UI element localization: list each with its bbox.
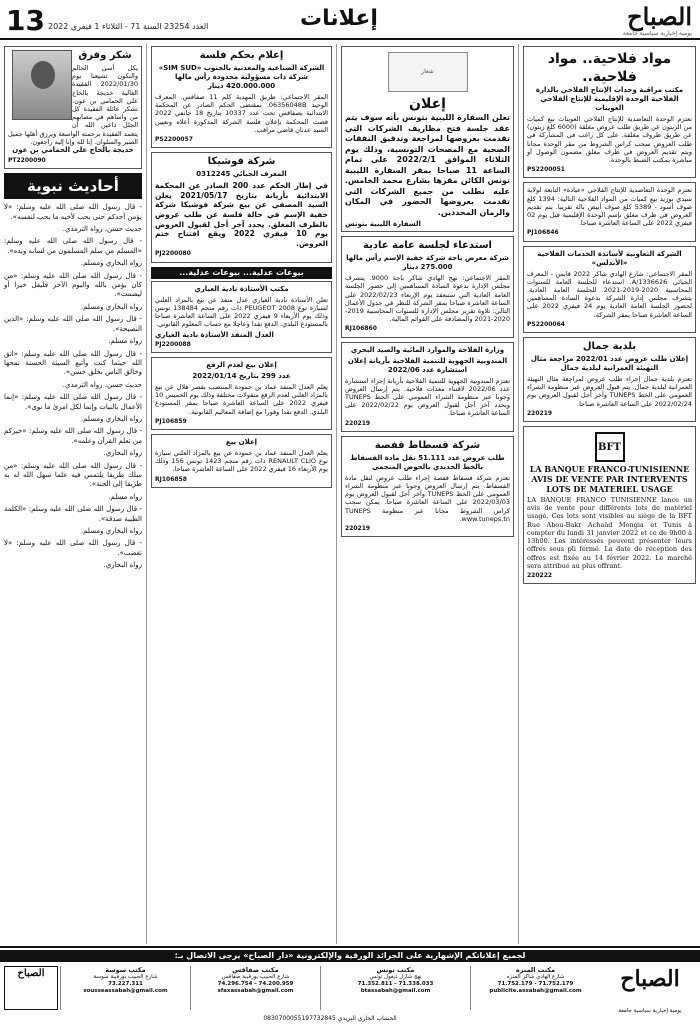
hadith-item: - قال رسول الله صلى الله عليه وسلم: «من سلك طريقا يلتمس فيه علما سهل الله له به طريقا إلى الجنة». <box>4 461 142 489</box>
ad-subtitle: مكتب مراقبة وحدات الإنتاج الفلاحي بالدارة الفلاحية الوحدة الإقليمية للإنتاج الفلاحي العوينات <box>535 86 684 112</box>
hadith-item: رواه البخاري. <box>103 561 142 570</box>
ad-agricultural-products <box>523 46 696 178</box>
page-header <box>0 0 700 40</box>
ad-reference: PJ2200080 <box>155 250 191 258</box>
ad-title: مكتب الأستاذة نادية العياري <box>194 284 289 293</box>
ad-agriculture-ministry <box>341 342 514 432</box>
ad-subtitle: المعرف الجبائي 0312245 <box>196 170 287 179</box>
condolence-notice <box>4 46 142 169</box>
office-email[interactable]: sfaxassabah@gmail.com <box>217 988 294 994</box>
office-menzah <box>470 966 600 1010</box>
ad-phosphate-gafsa <box>341 436 514 537</box>
office-sousse <box>60 966 190 1010</box>
ad-wool-sale <box>523 182 696 241</box>
ad-beja-exhibition <box>341 236 514 337</box>
footer-contact-strip: لجميع إعلاناتكم الإشهارية على الجرائد الورقية والإلكترونية «دار الصباح» يرجى الاتصال بـ: <box>0 950 700 962</box>
bank-logo: BFT <box>595 432 625 462</box>
ad-body: في إطار الحكم عدد 200 الصادر عن المحكمة الابتدائية بأريانة بتاريخ 2021/05/17 يعلن السيد المصفي عن بيع شركة فوشيكا شركة خفية الإسم في حالة فلسة عن طلب عروض بالظرف المغلق. يحدد آخر أجل لقبول العروض يوم 10 فيفري 2022 ويقع افتتاح ختم العروض. <box>155 181 328 248</box>
ad-subtitle: طلب عروض عدد 51.111 نقل مادة الفسفاط بالخط الحديدي بالحوض المنجمي <box>350 453 505 471</box>
section-title: إعلانات <box>300 6 378 31</box>
ad-body: تعلن الأستاذة نادية العياري عدل منفذ عن بيع بالمزاد العلني لسيارة نوع PEUGEOT 2008 ذات رقم منجم 138484 تونس وذلك يوم الأربعاء 9 فيفري 2022 على الساعة العاشرة صباحا بالمستودع البلدي. الدفع نقدا وعاجلا مع حساب المعلوم القانوني. <box>155 295 328 329</box>
condolence-body: يكل أسى الحالم والتكون تشيعنا يوم 2022/01/30 الفقيدة الغالية خديجة بالحاج علي الحمامي بن عون. تشكر عائلة الفقيدة كل من واساهم في مصابهم الجلل داعين الله أن يتغمد الفقيدة برحمته الواسعة ويرزق أهلها جميل الصبر والسلوان. إنا لله وإنا إليه راجعون. <box>8 64 138 146</box>
condolence-title: شكر وفرق <box>78 50 132 61</box>
column-1 <box>518 44 700 944</box>
hadith-item: رواه مسلم. <box>108 492 142 501</box>
ad-body: تعتزم شركة فسفاط قفصة إجراء طلب عروض لنقل مادة الفسفاط. يتم إرسال العروض وجوبا عبر منظومة الشراء العمومي على الخط TUNEPS وآخر أجل لقبول العروض يوم 2022/03/03 على الساعة العاشرة صباحا. يمكن سحب كراس الشروط مجانا عبر منظومة TUNEPS www.tuneps.tn. <box>345 473 510 523</box>
ad-title: إعلان <box>409 96 446 112</box>
ad-title: شركة فوشيكا <box>207 156 276 168</box>
ad-reference: 220219 <box>345 525 371 533</box>
embassy-emblem: شعار <box>388 52 468 92</box>
page-footer <box>0 946 700 1024</box>
hadith-item: رواه مسلم. <box>108 337 142 346</box>
ad-fouchika <box>151 152 332 262</box>
ad-title: إعلام بحكم فلسة <box>199 50 284 61</box>
office-tunis <box>320 966 470 1010</box>
issue-line: العدد 23254 السنة 71 - الثلاثاء 1 فيفري 2022 <box>48 22 209 31</box>
hadith-item: حديث حسن، رواه الترمذي. <box>62 225 142 234</box>
footer-logo: الصباح <box>620 966 680 992</box>
column-4 <box>0 44 146 944</box>
ad-body: المقر الاجتماعي: طريق المهدية كلم 11 صفاقس. المعرف الوحيد 06356048B. بمقتضى الحكم الصادر عن المحكمة الابتدائية بصفاقس تحت عدد 10337 بتاريخ 18 جانفي 2022 قضت المحكمة بإعلان فلسة الشركة المذكورة أعلاه وتعيين السيد عدنان قاضي مراقب. <box>155 93 328 134</box>
ad-subtitle: إعلان طلب عروض عدد 2022/01 مراجعة مثال التهيئة العمرانية لبلدية جمال <box>530 355 689 373</box>
ad-bankruptcy-simsud <box>151 46 332 148</box>
hadith-item: حديث حسن، رواه الترمذي. <box>62 380 142 389</box>
footer-bank-account: الحساب الجاري البريدي 0830700055197732845 <box>263 1015 397 1022</box>
office-address: شارع الحبيب بورقيبة صفاقس <box>221 974 290 980</box>
ad-body: تعتزم الوحدة التعاضدية للإنتاج الفلاحي العوينات بيع كميات من الزيتون عن طريق طلب عروض مغلقة (6000 كلغ زيتون) عن طريق ظروف مغلقة. على كل راغب في المشاركة في طلب العروض سحب كراس الشروط من مقر الوحدة مجانا ويتم تقديم العروض في ظرف مغلق مضمون الوصول أو مباشرة بمكتب الضبط بالوحدة. <box>527 115 692 165</box>
ad-subtitle: الشركة الصناعية والمعدنية بالجنوب «SIM SUD» شركة ذات مسؤولية محدودة رأس مالها 420.000.000 دينار <box>158 64 325 90</box>
hadith-list <box>4 203 142 570</box>
bank-title: LA BANQUE FRANCO-TUNISIENNE AVIS DE VENTE PAR INTERVENTS LOTS DE MATERIEL USAGE <box>529 464 690 495</box>
office-address: نهج شارل ديغول تونس <box>369 974 422 980</box>
ad-subtitle: المندوبية الجهوية للتنمية الفلاحية بأريانة إعلان استشارة عدد 2022/06 <box>347 356 508 374</box>
ad-reference: 220219 <box>527 409 553 417</box>
ad-reference: PS2200057 <box>155 136 193 144</box>
ad-title: استدعاء لجلسة عامة عادية <box>363 240 492 252</box>
ad-body: المقر الاجتماعي: شارع الهادي شاكر 2022 قابس - المعرف الجبائي A/1336626. استدعاء للجلسة العامة للسنوات المحاسبية 2020-2019-2021 للجلسة العامة العادية. يتشرف مجلس إدارة الشركة بدعوة السادة المساهمين لحضور الجلسة العامة العادية يوم 24 فيفري 2022 على الساعة العاشرة صباحا بمقر الشركة. <box>527 269 693 319</box>
ad-bailiff-nadia <box>151 281 332 353</box>
ad-reference: 220219 <box>345 419 371 427</box>
ad-title: وزارة الفلاحة والموارد المائية والصيد البحري <box>350 345 505 354</box>
ad-title: الشركة التعاونية لأساتذة الخدمات الفلاحية «الأندلس» <box>537 249 682 267</box>
footer-logo-tagline: يومية إخبارية سياسية جامعة <box>618 1008 682 1014</box>
office-address: شارع الهادي شاكر المنزه <box>506 974 565 980</box>
office-phone: 73.227.311 <box>108 981 143 987</box>
ad-body: تعلن السفارة الليبية بتونس بأنه سوف يتم عقد جلسة فتح مظاريف الشركات التي تقدمت بعروضها لمراجعة وتدقيق النفقات الصحية مع المصحات التونسية، وذلك يوم الثلاثاء الموافق 2022/2/1 على تمام الساعة 11 صباحا بمقر السفارة الليبية تونس الكائن مقرها بشارع محمد الخامس. عليه نطلب من جميع الشركات التي تقدمت بعروضها الحضور في المكان والزمان المحددين. <box>345 113 510 217</box>
deceased-name: خديجة بالحاج علي الحمامي بن عون <box>12 146 134 155</box>
deceased-photo <box>12 50 72 120</box>
ad-title: بلدية جمال <box>582 341 637 353</box>
hadith-section-title: أحاديث نبوية <box>4 173 142 199</box>
ad-body: تعتزم الوحدة التعاضدية للإنتاج الفلاحي «عيادة» التابعة لولاية سيدي بوزيد بيع كميات من المواد الفلاحية التالية: 1394 كلغ صوف أسود - 5389 كلغ صوف أبيض بالة تقريبا. يتم تقديم العروض في ظرف مغلق بإسم الوحدة الإقليمية قبل يوم 02 فيفري 2022 على الساعة العاشرة صباحا. <box>527 186 692 228</box>
ad-subtitle: عدد 299 بتاريخ 2022/01/14 <box>192 372 291 380</box>
hadith-item: - قال رسول الله صلى الله عليه وسلم: «لا تغضب». <box>4 539 142 557</box>
office-email[interactable]: btassabah@gmail.com <box>360 988 431 994</box>
ad-reference: 220222 <box>527 571 553 579</box>
ad-andalus-cooperative <box>523 246 696 333</box>
newspaper-logo: الصباح <box>627 2 692 31</box>
hadith-item: رواه البخاري ومسلم. <box>80 259 142 268</box>
office-email[interactable]: publicite.assabah@gmail.com <box>489 988 582 994</box>
column-3 <box>146 44 336 944</box>
ad-title: شركة قسطاط قفصة <box>374 439 481 451</box>
ad-jammal-municipality <box>523 337 696 422</box>
hadith-item: - قال رسول الله صلى الله عليه وسلم: «الدين النصيحة». <box>4 315 142 333</box>
hadith-item: - قال رسول الله صلى الله عليه وسلم: «لا يؤمن أحدكم حتى يحب لأخيه ما يحب لنفسه». <box>4 203 142 221</box>
ad-signature: العدل المنفذ الأستاذة نادية العياري <box>155 330 274 339</box>
ad-title: إعلان بيع لعدم الرفع <box>206 361 277 369</box>
ad-sale <box>151 434 332 488</box>
ad-sale-unclaimed <box>151 357 332 430</box>
hadith-item: - قال رسول الله صلى الله عليه وسلم: «اتق الله حيثما كنت وأتبع السيئة الحسنة تمحها وخالق الناس بخلق حسن». <box>4 349 142 377</box>
hadith-item: - قال رسول الله صلى الله عليه وسلم: «المسلم من سلم المسلمون من لسانه ويده». <box>4 237 142 255</box>
office-name: مكتب المنزه <box>515 966 556 974</box>
office-name: مكتب سوسة <box>105 966 146 974</box>
hadith-item: رواه البخاري ومسلم. <box>80 302 142 311</box>
hadith-item: - قال رسول الله صلى الله عليه وسلم: «خيركم من تعلم القرآن وعلمه». <box>4 427 142 445</box>
hadith-item: رواه البخاري. <box>103 449 142 458</box>
office-address: شارع الحبيب بورقيبة سوسة <box>93 974 158 980</box>
ad-subtitle: شركة معرض باجة شركة خفية الإسم رأس مالها 275.000 دينار <box>346 254 509 272</box>
newspaper-tagline: يومية إخبارية سياسية جامعة <box>622 30 692 37</box>
ad-body: يعلم العدل المنفذ عماد بن حمودة المنتصب بقصر هلال عن بيع بالمزاد العلني لعدم الرفع منقولات مختلفة وذلك يوم الخميس 10 فيفري 2022 على الساعة العاشرة صباحا بمقر المستودع البلدي. الدفع نقدا وفورا مع إضافة المعاليم القانونية. <box>155 383 328 416</box>
ad-body: يعلم العدل المنفذ عماد بن حمودة عن بيع بالمزاد العلني سيارة نوع RENAULT CLIO ذات رقم منجم 1423 تونس 156 وذلك يوم الأربعاء 16 فيفري 2022 على الساعة العاشرة صباحا. <box>155 449 328 474</box>
office-phone: 74.296.754 - 74.200.959 <box>217 981 294 987</box>
ad-reference: PT2200090 <box>8 157 46 165</box>
ad-body: تعتزم المندوبية الجهوية للتنمية الفلاحية بأريانة إجراء استشارة عدد 2022/06 لاقتناء معدات فلاحية. يتم إرسال العروض وجوبا عبر منظومة الشراء العمومي على الخط TUNEPS ويحدد آخر أجل لقبول العروض يوم 2022/02/22 على الساعة العاشرة صباحا. <box>345 376 510 418</box>
office-email[interactable]: sousseassabah@gmail.com <box>83 988 168 994</box>
ad-reference: PS2200064 <box>527 320 565 328</box>
office-phone: 71.352.811 - 71.338.033 <box>357 981 434 987</box>
ad-body: المقر الاجتماعي: نهج الهادي شاكر باجة 9000. يتشرف مجلس الإدارة بدعوة السادة المساهمين إلى حضور الجلسة العامة العادية التي ستنعقد يوم الإربعاء 2022/02/23 على الساعة العاشرة صباحا بمقر الشركة للنظر في جدول الأعمال التالي: تلاوة تقرير مجلس الإدارة للسنوات المحاسبية 2019-2020-2021 والمصادقة على القوائم المالية. <box>345 274 510 324</box>
hadith-item: رواه البخاري ومسلم. <box>80 414 142 423</box>
hadith-item: - قال رسول الله صلى الله عليه وسلم: «الكلمة الطيبة صدقة». <box>4 505 142 523</box>
hadith-item: - قال رسول الله صلى الله عليه وسلم: «من كان يؤمن بالله واليوم الآخر فليقل خيرا أو ليصمت». <box>4 271 142 299</box>
ad-reference: RJ106860 <box>345 325 377 333</box>
ad-title: مواد فلاحية.. مواد فلاحية.. <box>547 51 672 85</box>
ad-libyan-embassy <box>341 46 514 232</box>
hadith-item: رواه البخاري ومسلم. <box>80 527 142 536</box>
ad-reference: PJ106846 <box>527 229 559 237</box>
column-2 <box>336 44 518 944</box>
page-number: 13 <box>6 4 45 37</box>
ad-reference: PJ2200088 <box>155 340 191 348</box>
ad-reference: PS2200051 <box>527 166 565 174</box>
judicial-sales-banner: بيوعات عدلية... بيوعات عدلية... <box>151 267 332 279</box>
office-phone: 71.752.179 - 71.752.179 <box>497 981 574 987</box>
ad-reference: PJ106859 <box>155 417 187 425</box>
hadith-item: - قال رسول الله صلى الله عليه وسلم: «إنما الأعمال بالنيات وإنما لكل امرئ ما نوى». <box>4 393 142 411</box>
office-name: مكتب تونس <box>376 966 415 974</box>
footer-secondary-logo: الصباح <box>4 966 58 1010</box>
office-sfax <box>190 966 320 1010</box>
bank-body: LA BANQUE FRANCO TUNISIENNE lance un avis de vente pour différents lots de matériel usagé. Ces lots sont visibles au siège de la BFT Rue Abou-Bakr Achaâd Mongia et Tunis à compter du lundi 31 janvier 2022 et ce de 9h00 à 13h00. Les intéressés peuvent présenter leurs offres sous pli fermé. La date de réception des offres est fixée au 14 février 2022. Le marché sera attribué au plus offrant. <box>527 496 692 570</box>
ad-signature: السفارة الليبية بتونس <box>345 220 421 228</box>
ad-reference: RJ106858 <box>155 475 187 483</box>
office-name: مكتب صفاقس <box>232 966 279 974</box>
ad-body: تعتزم بلدية جمال إجراء طلب عروض لمراجعة مثال التهيئة العمرانية لبلدية جمال. يتم قبول العروض عبر منظومة الشراء العمومي على الخط TUNEPS وآخر أجل لقبول العروض يوم 2022/02/24 على الساعة العاشرة صباحا. <box>527 375 692 408</box>
ad-bft-bank <box>523 426 696 584</box>
ad-title: إعلان بيع <box>225 438 258 447</box>
